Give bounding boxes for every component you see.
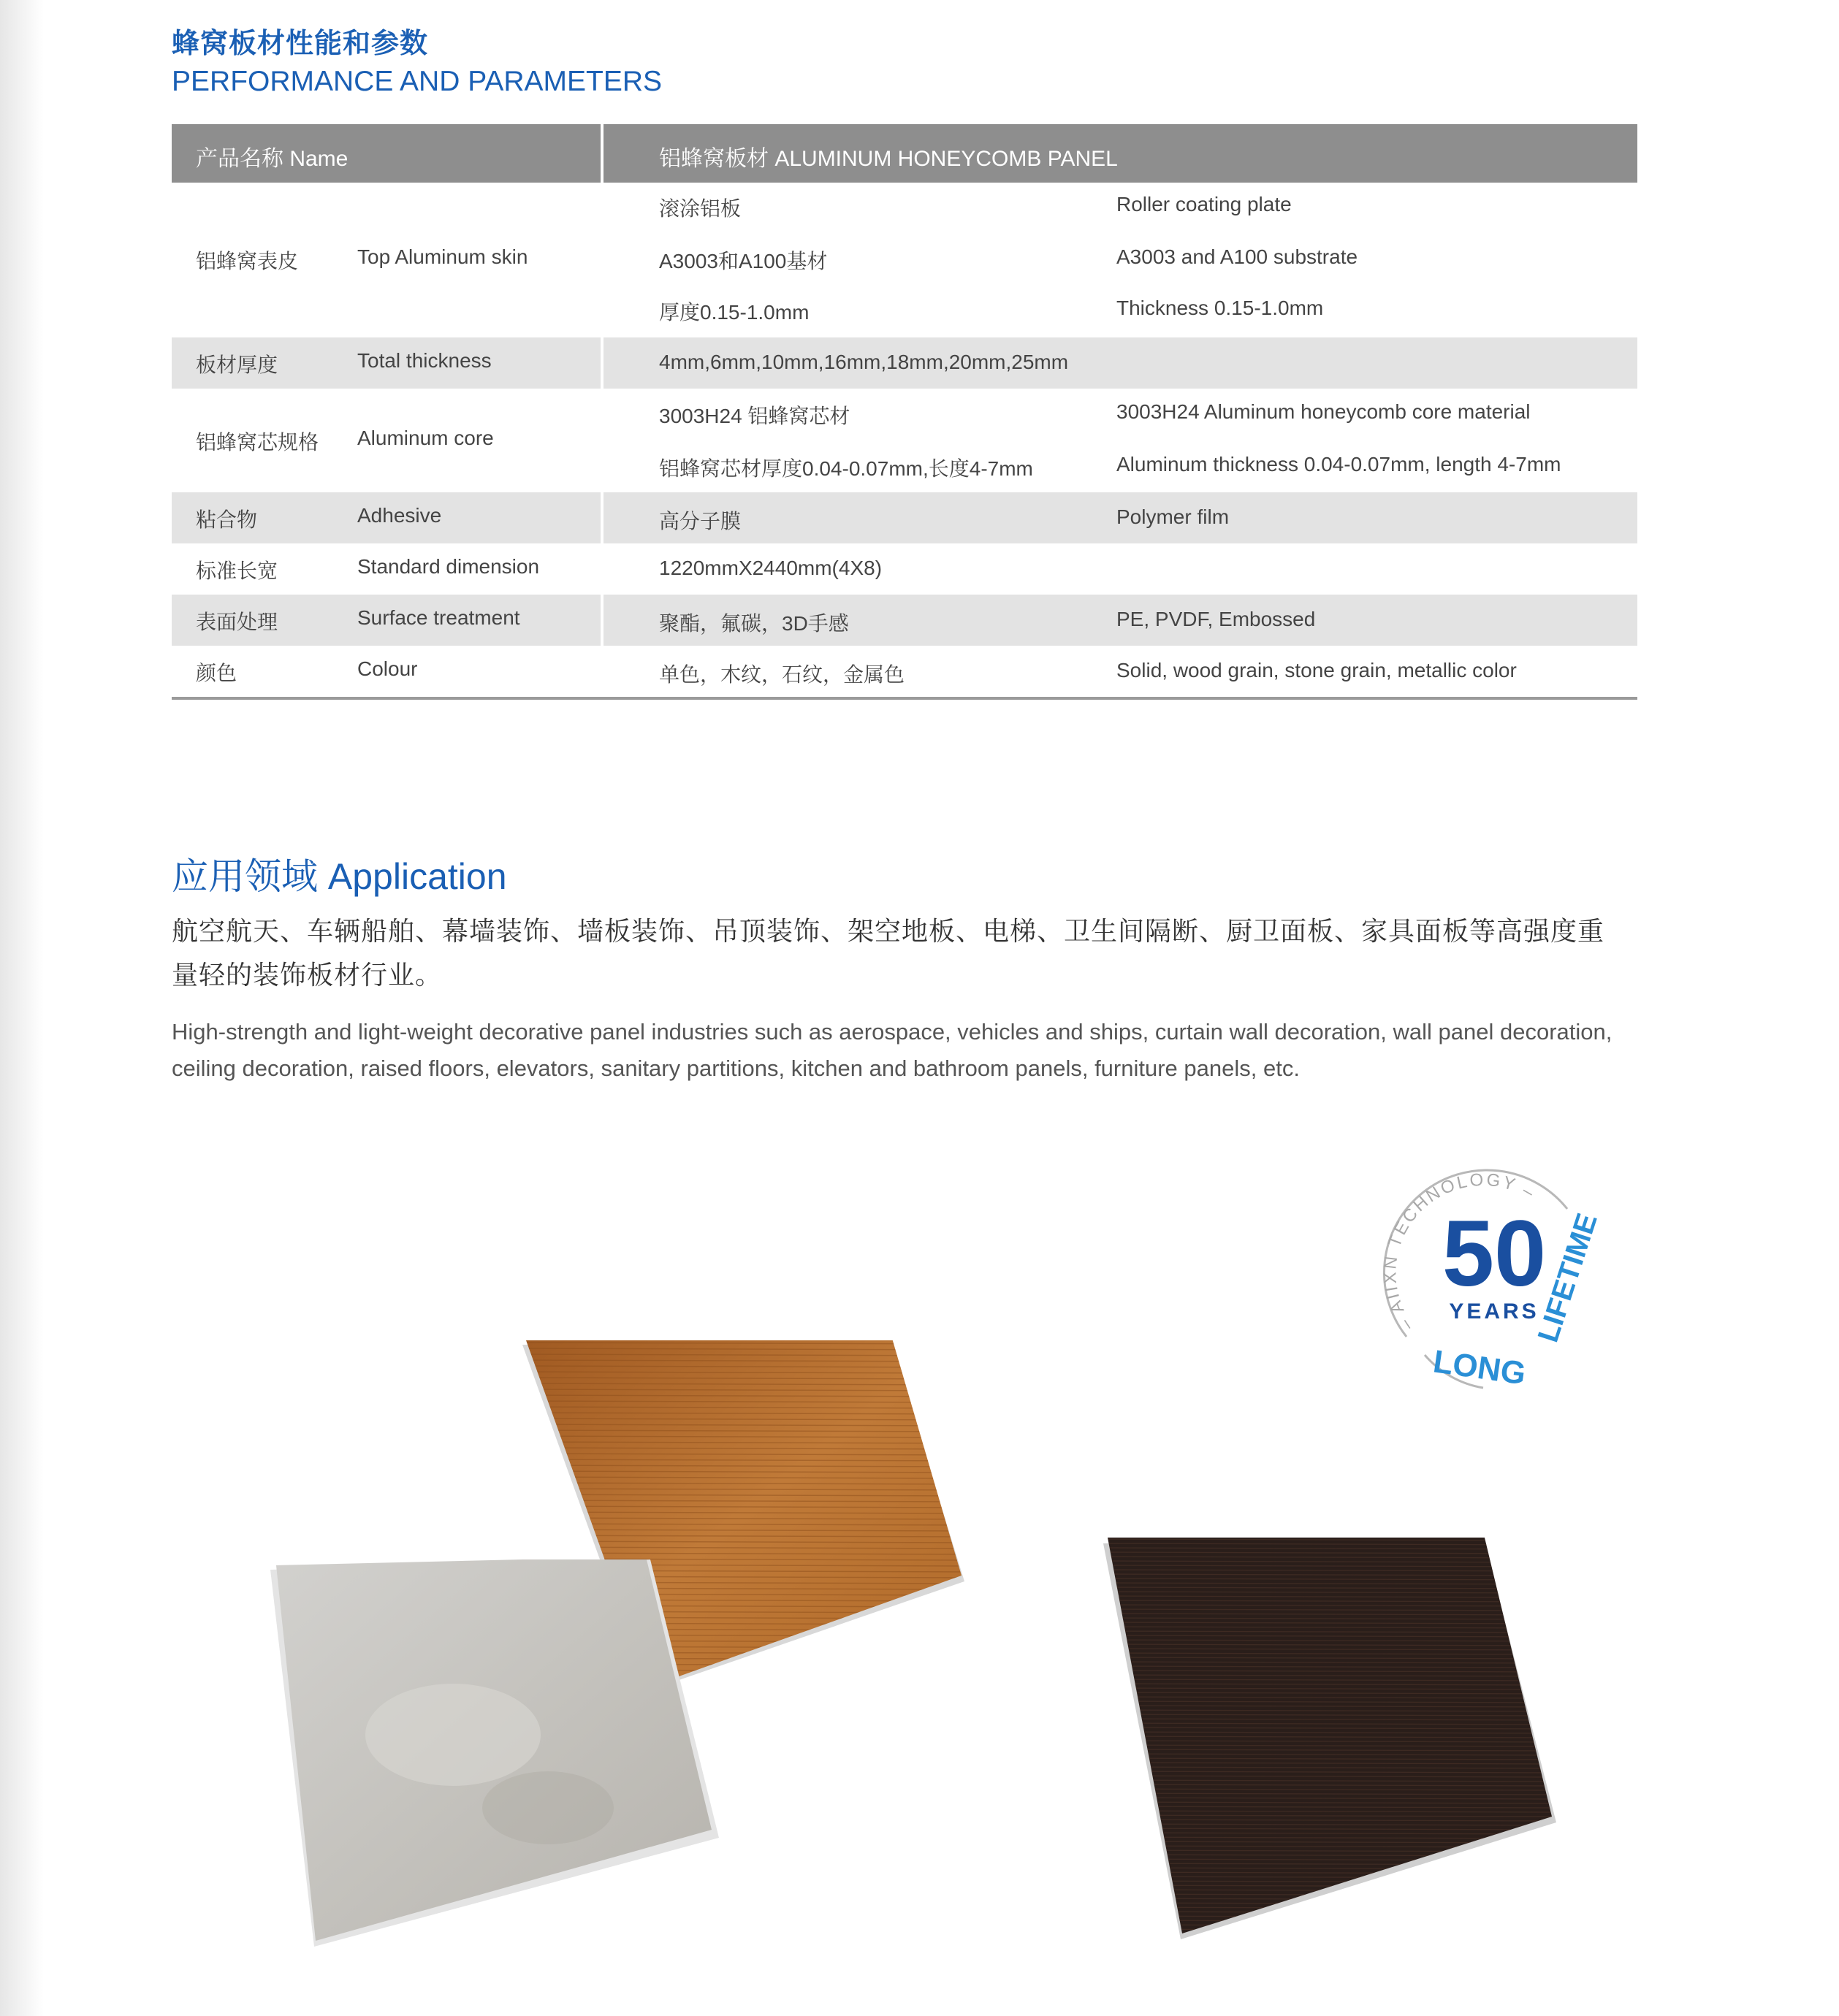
table-row xyxy=(172,595,1637,646)
row-label-cn: 标准长宽 xyxy=(196,560,278,582)
header-name: 产品名称 Name xyxy=(196,147,349,171)
row-label-cn: 铝蜂窝芯规格 xyxy=(196,431,319,454)
row-value-en: A3003 and A100 substrate xyxy=(1116,245,1358,268)
column-divider xyxy=(601,183,604,337)
badge-years: YEARS xyxy=(1449,1299,1539,1324)
row-label-en: Surface treatment xyxy=(357,606,520,629)
row-value-cn: 聚酯，氟碳，3D手感 xyxy=(659,612,849,635)
row-value-en: PE, PVDF, Embossed xyxy=(1116,608,1316,630)
column-divider xyxy=(601,543,604,595)
row-label-cn: 颜色 xyxy=(196,662,237,684)
table-row xyxy=(172,646,1637,697)
row-value-cn: 高分子膜 xyxy=(659,510,742,532)
row-label-en: Standard dimension xyxy=(357,555,540,578)
spec-table xyxy=(172,124,1637,700)
row-value-cn: 厚度0.15-1.0mm xyxy=(659,301,810,324)
table-row xyxy=(172,183,1637,337)
row-label-cn: 板材厚度 xyxy=(196,354,278,376)
application-text-en: High-strength and light-weight decorative panel industries such as aerospace, vehicles and ships, curtain wall decoration, wall panel decoration, ceiling decoration, raised floors, elevators, sanitary partitions, kitchen and bathroom panels, furniture panels, etc. xyxy=(172,1019,1613,1081)
row-value-cn: 3003H24 铝蜂窝芯材 xyxy=(659,405,850,427)
row-label-en: Aluminum core xyxy=(357,427,494,449)
badge-number: 50 xyxy=(1442,1202,1547,1306)
row-label-en: Total thickness xyxy=(357,349,492,372)
row-value-cn: 1220mmX2440mm(4X8) xyxy=(659,557,883,579)
row-value-cn: 滚涂铝板 xyxy=(659,197,742,220)
table-row xyxy=(172,337,1637,389)
section-title-en: PERFORMANCE AND PARAMETERS xyxy=(172,66,663,97)
badge-arc-text: – AIIXN TECHNOLOGY – xyxy=(1380,1169,1539,1335)
column-divider xyxy=(601,389,604,492)
row-label-cn: 表面处理 xyxy=(196,611,278,633)
row-label-en: Adhesive xyxy=(357,504,442,527)
table-bottom-rule xyxy=(172,697,1637,700)
header-product: 铝蜂窝板材 ALUMINUM HONEYCOMB PANEL xyxy=(659,147,1118,171)
table-row xyxy=(172,543,1637,595)
column-divider xyxy=(601,337,604,389)
row-value-en: Roller coating plate xyxy=(1116,193,1292,215)
row-label-cn: 铝蜂窝表皮 xyxy=(196,250,299,272)
row-label-cn: 粘合物 xyxy=(196,508,258,531)
row-value-cn: 铝蜂窝芯材厚度0.04-0.07mm,长度4-7mm xyxy=(659,457,1033,480)
row-label-en: Colour xyxy=(357,657,418,680)
column-divider xyxy=(601,124,604,183)
application-title: 应用领域 Application xyxy=(172,856,507,897)
row-value-en: Solid, wood grain, stone grain, metallic color xyxy=(1116,659,1517,681)
stone-grain-panel-image xyxy=(270,1559,745,1947)
badge-long: LONG xyxy=(1431,1343,1528,1392)
row-value-cn: 单色，木纹，石纹，金属色 xyxy=(659,663,905,686)
column-divider xyxy=(601,646,604,697)
dark-wood-panel-image xyxy=(1103,1538,1556,1939)
row-value-cn: A3003和A100基材 xyxy=(659,250,828,272)
row-value-cn: 4mm,6mm,10mm,16mm,18mm,20mm,25mm xyxy=(659,351,1069,373)
row-value-en: Polymer film xyxy=(1116,505,1230,528)
column-divider xyxy=(601,492,604,543)
row-value-en: Thickness 0.15-1.0mm xyxy=(1116,297,1324,319)
table-row xyxy=(172,389,1637,492)
column-divider xyxy=(601,595,604,646)
section-title-cn: 蜂窝板材性能和参数 xyxy=(172,28,429,59)
table-header xyxy=(172,124,1637,183)
table-row xyxy=(172,492,1637,543)
row-label-en: Top Aluminum skin xyxy=(357,245,528,268)
page-side-shadow xyxy=(0,0,44,2016)
row-value-en: 3003H24 Aluminum honeycomb core material xyxy=(1116,400,1531,423)
row-value-en: Aluminum thickness 0.04-0.07mm, length 4-7mm xyxy=(1116,453,1561,476)
application-text-cn: 航空航天、车辆船舶、幕墙装饰、墙板装饰、吊顶装饰、架空地板、电梯、卫生间隔断、厨卫面板、家具面板等高强度重量轻的装饰板材行业。 xyxy=(172,916,1605,990)
badge-lifetime: LIFETIME xyxy=(1531,1209,1604,1346)
fifty-years-badge xyxy=(1374,1169,1615,1410)
